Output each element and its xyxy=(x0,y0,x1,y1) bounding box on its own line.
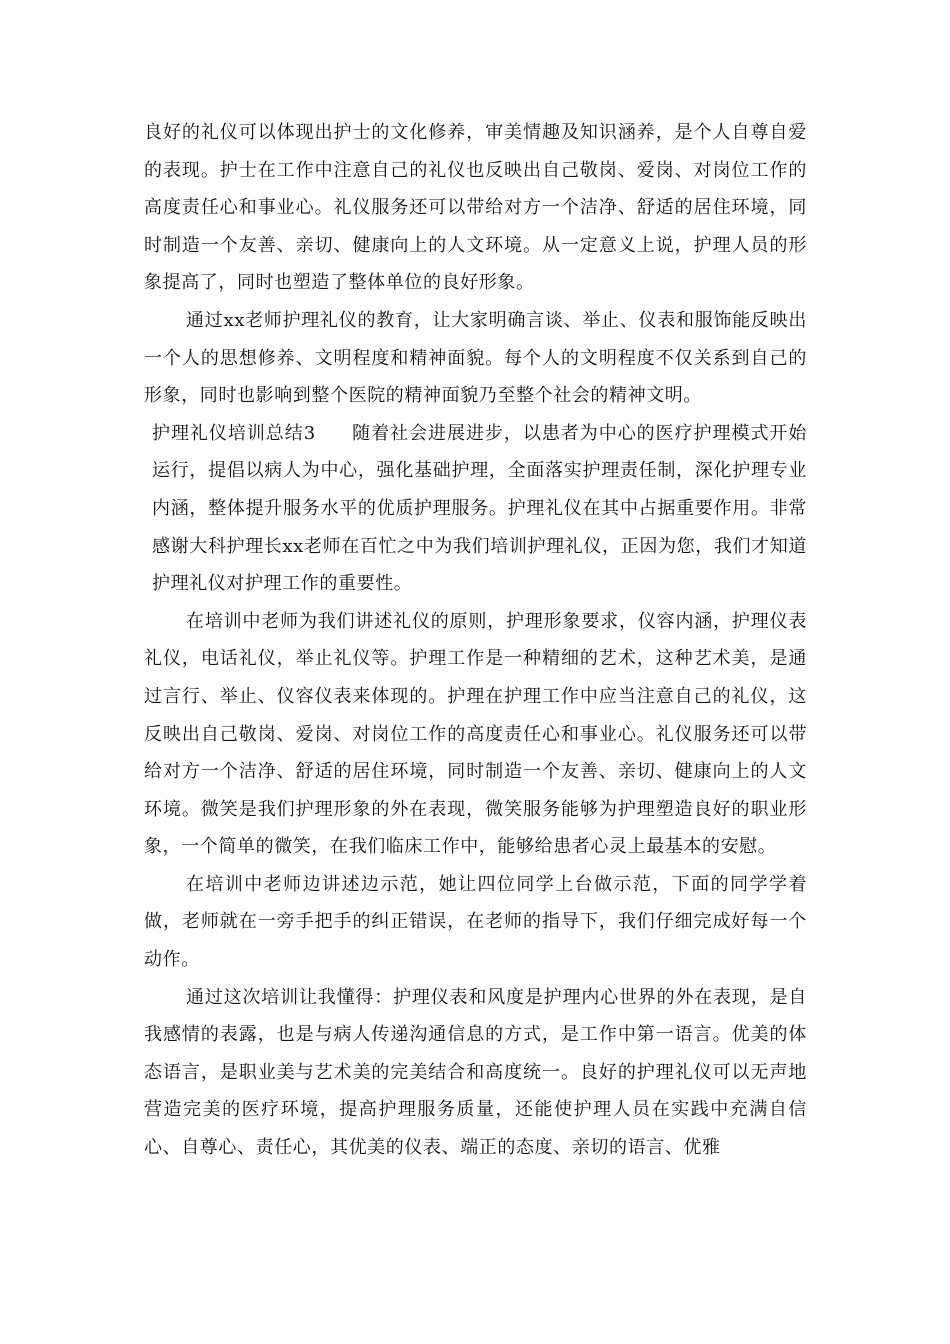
section-title: 护理礼仪培训总结3 xyxy=(152,422,316,444)
section-text: 随着社会进展进步，以患者为中心的医疗护理模式开始运行，提倡以病人为中心，强化基础护理，全面落实护理责任制，深化护理专业内涵，整体提升服务水平的优质护理服务。护理礼仪在其中占据重要作用。非常感谢大科护理长xx老师在百忙之中为我们培训护理礼仪，正因为您，我们才知道护理礼仪对护理工作的重要性。 xyxy=(152,422,807,595)
paragraph-etiquette-education: 通过xx老师护理礼仪的教育，让大家明确言谈、举止、仪表和服饰能反映出一个人的思想修养、文明程度和精神面貌。每个人的文明程度不仅关系到自己的形象，同时也影响到整个医院的精神面貌乃至整个社会的精神文明。 xyxy=(144,309,807,407)
paragraph-learnings: 通过这次培训让我懂得：护理仪表和风度是护理内心世界的外在表现，是自我感情的表露，也是与病人传递沟通信息的方式，是工作中第一语言。优美的体态语言，是职业美与艺术美的完美结合和高度统一。良好的护理礼仪可以无声地营造完美的医疗环境，提高护理服务质量，还能使护理人员在实践中充满自信心、自尊心、责任心，其优美的仪表、端正的态度、亲切的语言、优雅 xyxy=(144,986,807,1159)
document-body xyxy=(144,114,807,1167)
paragraph-training-content: 在培训中老师为我们讲述礼仪的原则，护理形象要求，仪容内涵，护理仪表礼仪，电话礼仪，举止礼仪等。护理工作是一种精细的艺术，这种艺术美，是通过言行、举止、仪容仪表来体现的。护理在护理工作中应当注意自己的礼仪，这反映出自己敬岗、爱岗、对岗位工作的高度责任心和事业心。礼仪服务还可以带给对方一个洁净、舒适的居住环境，同时制造一个友善、亲切、健康向上的人文环境。微笑是我们护理形象的外在表现，微笑服务能够为护理塑造良好的职业形象，一个简单的微笑，在我们临床工作中，能够给患者心灵上最基本的安慰。 xyxy=(144,610,807,858)
paragraph-demonstration: 在培训中老师边讲述边示范，她让四位同学上台做示范，下面的同学学着做，老师就在一旁手把手的纠正错误，在老师的指导下，我们仔细完成好每一个动作。 xyxy=(144,873,807,971)
paragraph-summary-3 xyxy=(144,415,807,603)
paragraph-continuation: 良好的礼仪可以体现出护士的文化修养，审美情趣及知识涵养，是个人自尊自爱的表现。护士在工作中注意自己的礼仪也反映出自己敬岗、爱岗、对岗位工作的高度责任心和事业心。礼仪服务还可以带给对方一个洁净、舒适的居住环境，同时制造一个友善、亲切、健康向上的人文环境。从一定意义上说，护理人员的形象提高了，同时也塑造了整体单位的良好形象。 xyxy=(144,122,807,294)
